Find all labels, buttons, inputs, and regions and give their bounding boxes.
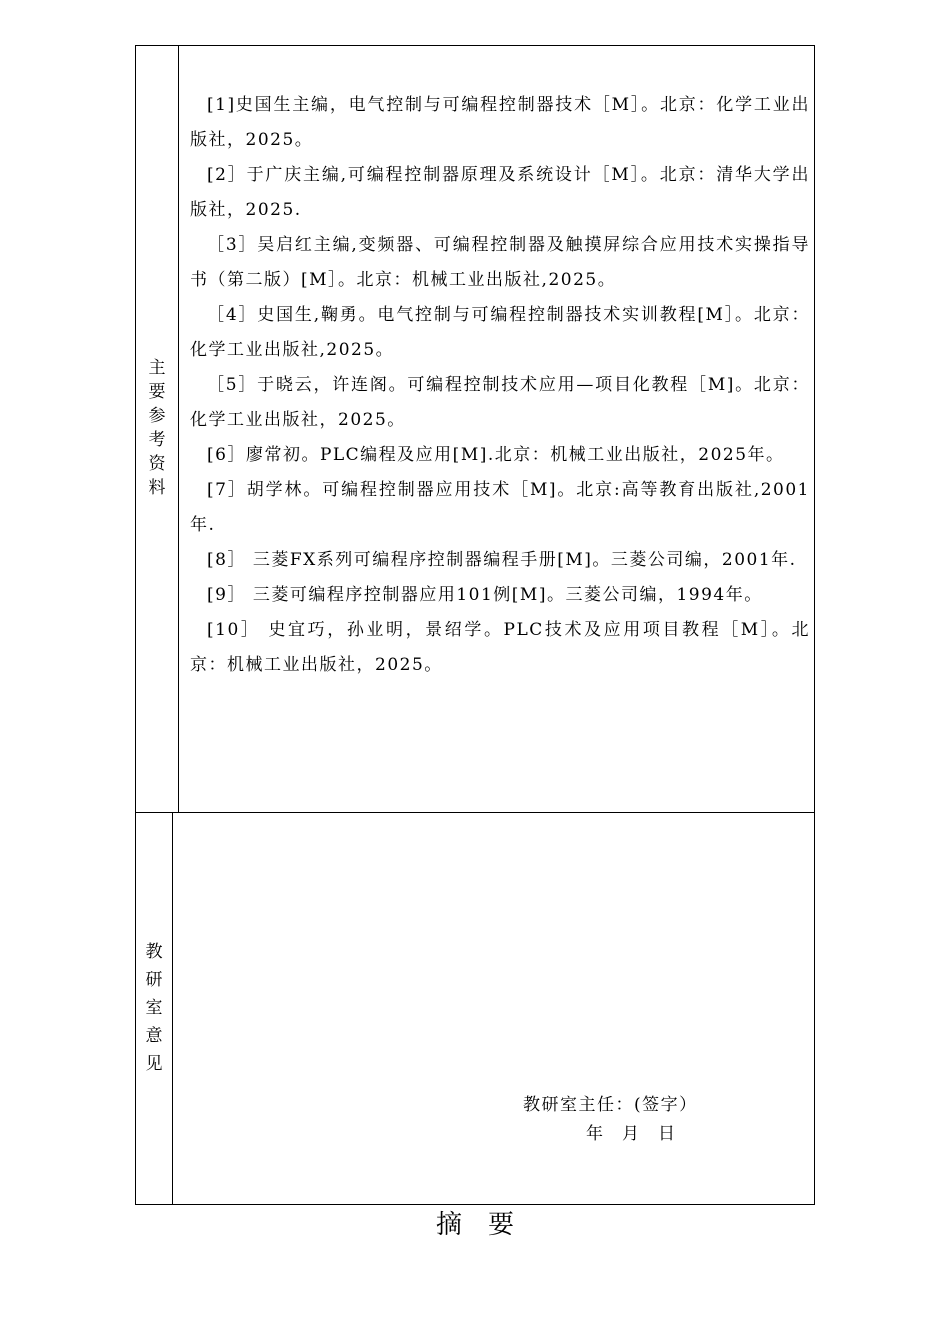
reference-item-1: [1]史国生主编，电气控制与可编程控制器技术［M］。北京：化学工业出版社，2025。 bbox=[190, 95, 810, 150]
opinion-label: 教 研 室 意 见 bbox=[145, 942, 163, 1074]
reference-item-3: ［3］吴启红主编,变频器、可编程控制器及触摸屏综合应用技术实操指导书（第二版）[M］。北京：机械工业出版社,2025。 bbox=[190, 235, 810, 290]
references-section bbox=[136, 46, 814, 812]
references-label-cell bbox=[136, 46, 179, 812]
reference-item-4: ［4］史国生,鞠勇。电气控制与可编程控制器技术实训教程[M］。北京：化学工业出版社,2025。 bbox=[190, 305, 810, 360]
reference-item-7: [7］胡学林。可编程控制器应用技术［M]。北京:高等教育出版社,2001年. bbox=[190, 480, 810, 535]
reference-item-6: [6］廖常初。PLC编程及应用[M].北京：机械工业出版社，2025年。 bbox=[207, 445, 785, 465]
reference-item-10: [10］ 史宜巧，孙业明，景绍学。PLC技术及应用项目教程［M］。北京：机械工业出版社，2025。 bbox=[190, 620, 810, 675]
opinion-section bbox=[136, 813, 814, 1204]
reference-item-2: [2］于广庆主编,可编程控制器原理及系统设计［M］。北京：清华大学出版社，2025. bbox=[190, 165, 810, 220]
opinion-label-cell bbox=[136, 813, 173, 1204]
reference-item-9: [9］ 三菱可编程序控制器应用101例[M]。三菱公司编，1994年。 bbox=[207, 585, 763, 605]
reference-item-5: ［5］于晓云，许连阁。可编程控制技术应用—项目化教程［M]。北京：化学工业出版社，2025。 bbox=[190, 375, 810, 430]
form-table bbox=[135, 45, 815, 1205]
signature-line: 教研室主任：(签字） bbox=[523, 1095, 698, 1115]
abstract-heading: 摘要 bbox=[435, 1210, 540, 1240]
references-label: 主 要 参 考 资 料 bbox=[148, 358, 166, 498]
reference-item-8: [8］ 三菱FX系列可编程序控制器编程手册[M]。三菱公司编，2001年. bbox=[207, 550, 797, 570]
reference-list bbox=[190, 88, 810, 683]
date-line: 年 月 日 bbox=[586, 1124, 676, 1144]
